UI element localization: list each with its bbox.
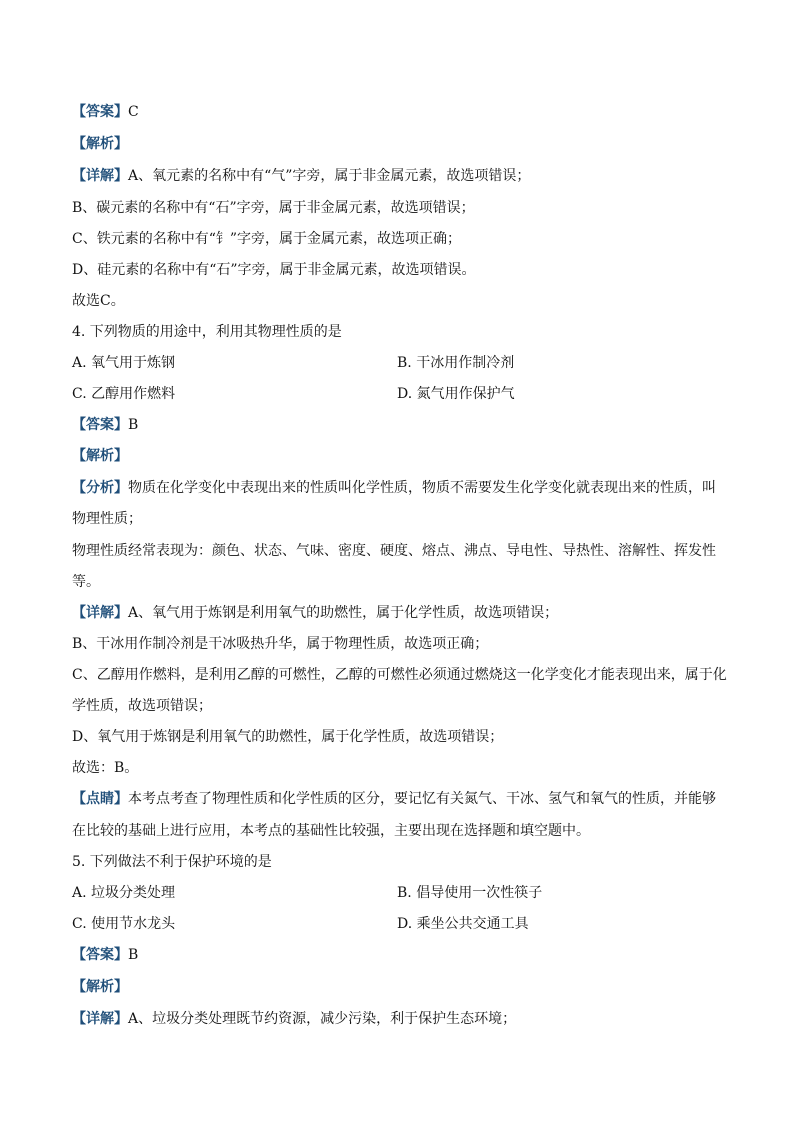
detail-tag: 【详解】 (72, 168, 128, 184)
q4-fenxi-line-4: 等。 (72, 574, 100, 590)
q5-analysis-tag-line (72, 977, 732, 997)
q4-analysis-tag-line (72, 446, 732, 466)
q5-option-a: A. 垃圾分类处理 (72, 885, 176, 901)
q4-fenxi-line-1: 【分析】物质在化学变化中表现出来的性质叫化学性质，物质不需要发生化学变化就表现出来的性质，叫 (72, 480, 716, 496)
q3-answer-line (72, 102, 732, 122)
dianjing-tag: 【点睛】 (72, 791, 128, 807)
q3-detail-line-2: B、碳元素的名称中有“石”字旁，属于非金属元素，故选项错误； (72, 200, 475, 216)
q5-option-d: D. 乘坐公共交通工具 (397, 916, 529, 932)
q4-stem: 4. 下列物质的用途中，利用其物理性质的是 (72, 324, 342, 340)
q4-option-c: C. 乙醇用作燃料 (72, 386, 176, 402)
q4-conclusion: 故选：B。 (72, 760, 139, 776)
q4-fenxi-line-2: 物理性质； (72, 511, 142, 527)
q3-answer-value: C (128, 104, 139, 120)
q4-detail-c-2: 学性质，故选项错误； (72, 698, 212, 714)
analysis-tag: 【解析】 (72, 448, 128, 464)
answer-tag: 【答案】 (72, 104, 128, 120)
q3-detail-line-1: 【详解】A、氧元素的名称中有“气”字旁，属于非金属元素，故选项错误； (72, 168, 531, 184)
q4-answer-value: B (128, 417, 139, 433)
q4-fenxi-line-3: 物理性质经常表现为：颜色、状态、气味、密度、硬度、熔点、沸点、导电性、导热性、溶解性、挥发性 (72, 543, 716, 559)
q5-detail-a: 【详解】A、垃圾分类处理既节约资源，减少污染，利于保护生态环境； (72, 1011, 517, 1027)
q5-option-b: B. 倡导使用一次性筷子 (397, 885, 543, 901)
analysis-tag: 【解析】 (72, 979, 128, 995)
q4-answer-line (72, 415, 732, 435)
q4-detail-d: D、氧气用于炼钢是利用氧气的助燃性，属于化学性质，故选项错误； (72, 729, 504, 745)
detail-tag: 【详解】 (72, 605, 128, 621)
q5-answer-value: B (128, 947, 139, 963)
q3-detail-line-3: C、铁元素的名称中有“钅”字旁，属于金属元素，故选项正确； (72, 231, 462, 247)
q4-detail-a: 【详解】A、氧气用于炼钢是利用氧气的助燃性，属于化学性质，故选项错误； (72, 605, 559, 621)
answer-tag: 【答案】 (72, 417, 128, 433)
q5-answer-line (72, 945, 732, 965)
fenxi-tag: 【分析】 (72, 480, 128, 496)
q4-detail-b: B、干冰用作制冷剂是干冰吸热升华，属于物理性质，故选项正确； (72, 636, 489, 652)
q4-dianjing-line-1: 【点睛】本考点考查了物理性质和化学性质的区分，要记忆有关氮气、干冰、氢气和氧气的性质，并能够 (72, 791, 716, 807)
q4-option-d: D. 氮气用作保护气 (397, 386, 515, 402)
answer-tag: 【答案】 (72, 947, 128, 963)
detail-tag: 【详解】 (72, 1011, 128, 1027)
q5-option-c: C. 使用节水龙头 (72, 916, 176, 932)
q3-detail-line-4: D、硅元素的名称中有“石”字旁，属于非金属元素，故选项错误。 (72, 262, 476, 278)
q3-analysis-tag-line (72, 134, 732, 154)
q3-conclusion: 故选C。 (72, 293, 125, 309)
analysis-tag: 【解析】 (72, 136, 128, 152)
q4-detail-c-1: C、乙醇用作燃料，是利用乙醇的可燃性，乙醇的可燃性必须通过燃烧这一化学变化才能表现出来，属于化 (72, 667, 727, 683)
q4-dianjing-line-2: 在比较的基础上进行应用，本考点的基础性比较强，主要出现在选择题和填空题中。 (72, 823, 590, 839)
q4-option-b: B. 干冰用作制冷剂 (397, 355, 515, 371)
q5-stem: 5. 下列做法不利于保护环境的是 (72, 854, 272, 870)
q4-option-a: A. 氧气用于炼钢 (72, 355, 176, 371)
